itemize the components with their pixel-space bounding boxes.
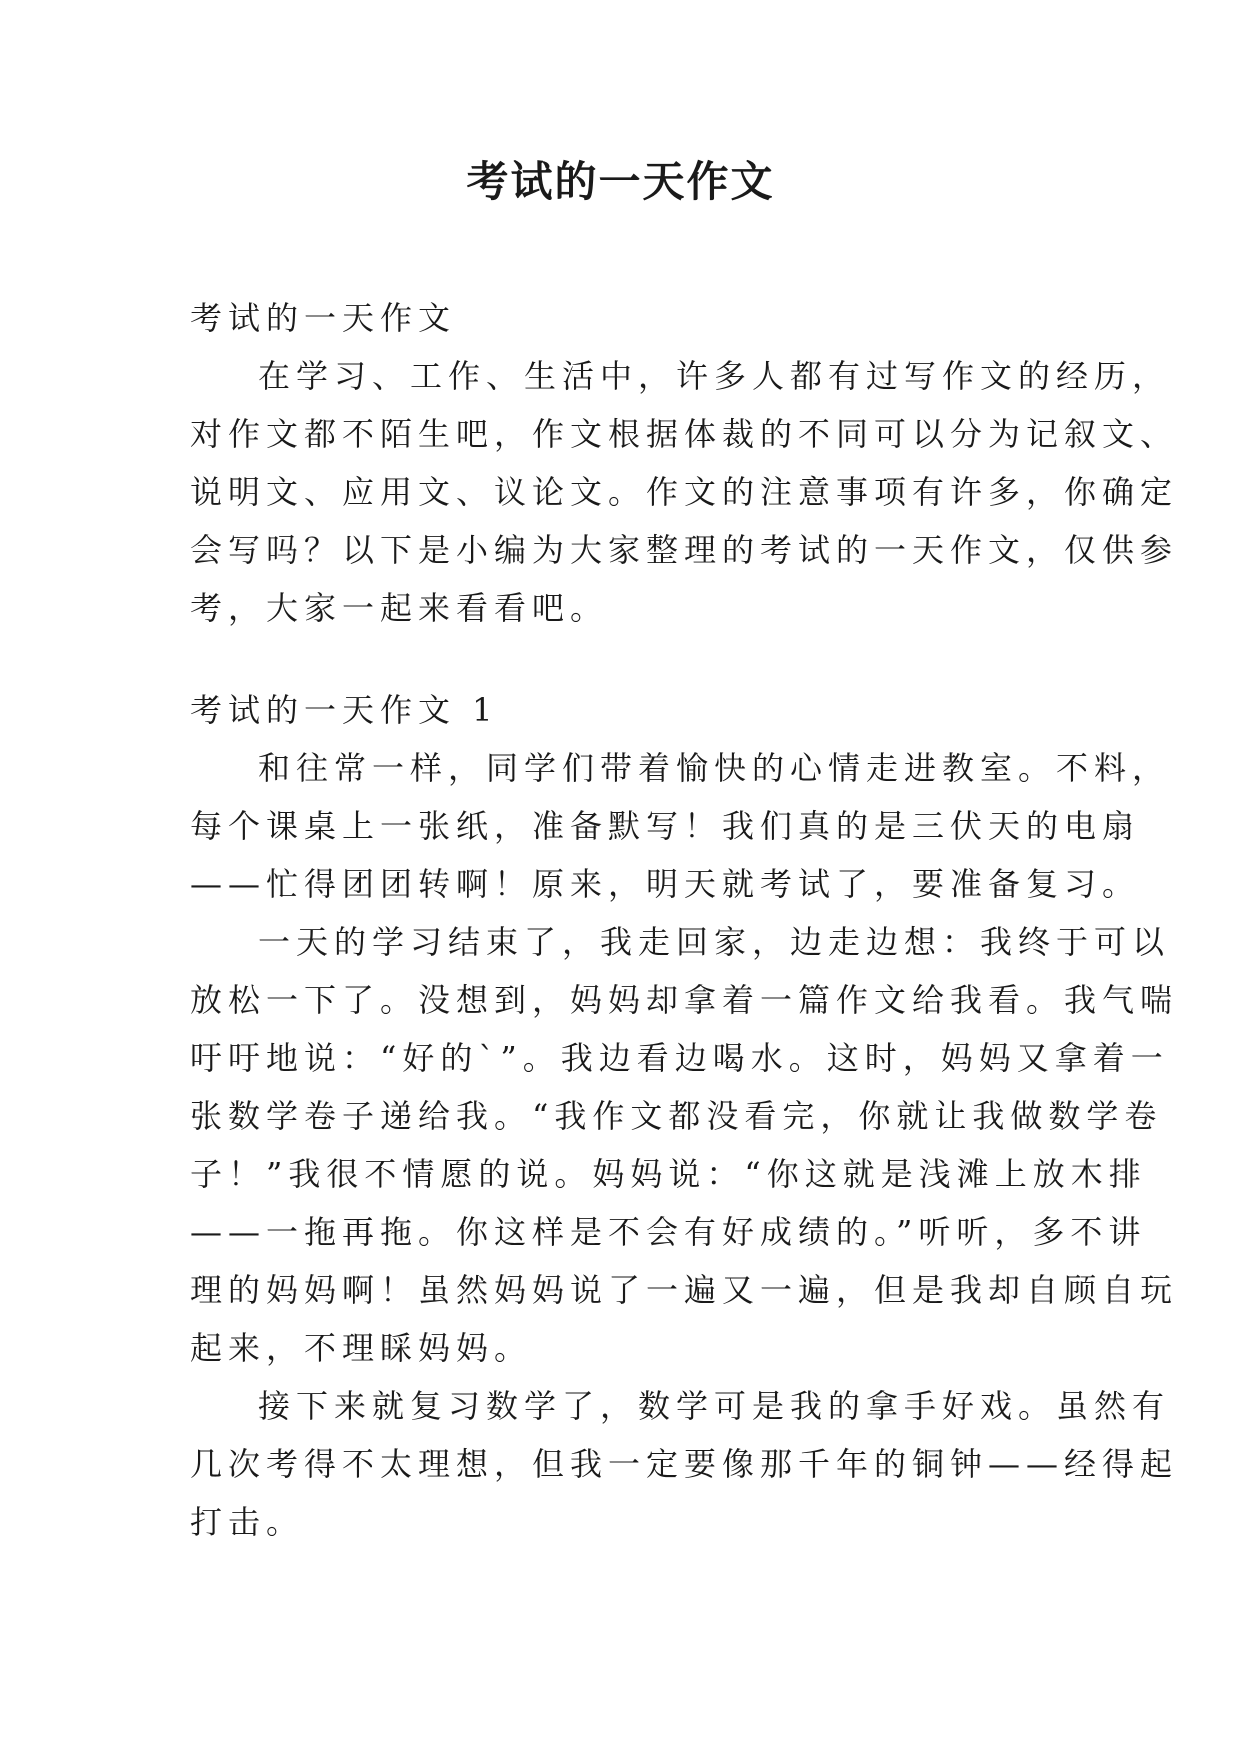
paragraph-line: ——忙得团团转啊！原来，明天就考试了，要准备复习。 xyxy=(190,865,1141,903)
essay1-paragraph-1 xyxy=(190,739,1171,913)
paragraph-line: 起来，不理睬妈妈。 xyxy=(190,1329,533,1367)
paragraph-line: 几次考得不太理想，但我一定要像那千年的铜钟——经得起 xyxy=(190,1445,1179,1483)
paragraph-line: 接下来就复习数学了，数学可是我的拿手好戏。虽然有 xyxy=(258,1387,1171,1425)
paragraph-line: 考，大家一起来看看吧。 xyxy=(190,589,609,627)
paragraph-line: 会写吗？以下是小编为大家整理的考试的一天作文，仅供参 xyxy=(190,531,1179,569)
document-body xyxy=(190,289,1179,1551)
paragraph-line: 和往常一样，同学们带着愉快的心情走进教室。不料， xyxy=(258,749,1171,787)
paragraph-line: 放松一下了。没想到，妈妈却拿着一篇作文给我看。我气喘 xyxy=(190,981,1179,1019)
paragraph-line: 每个课桌上一张纸，准备默写！我们真的是三伏天的电扇 xyxy=(190,807,1141,845)
essay1-paragraph-2 xyxy=(190,913,1179,1377)
intro-heading: 考试的一天作文 xyxy=(190,299,457,337)
paragraph-line: 打击。 xyxy=(190,1503,305,1541)
document-title: 考试的一天作文 xyxy=(466,157,775,206)
paragraph-line: ——一拖再拖。你这样是不会有好成绩的。”听听，多不讲 xyxy=(190,1213,1147,1251)
paragraph-line: 一天的学习结束了，我走回家，边走边想：我终于可以 xyxy=(258,923,1171,961)
essay1-heading: 考试的一天作文 1 xyxy=(190,691,499,729)
paragraph-line: 说明文、应用文、议论文。作文的注意事项有许多，你确定 xyxy=(190,473,1179,511)
paragraph-line: 吁吁地说：“好的`”。我边看边喝水。这时，妈妈又拿着一 xyxy=(190,1039,1169,1077)
section-gap xyxy=(190,637,1060,681)
paragraph-line: 张数学卷子递给我。“我作文都没看完，你就让我做数学卷 xyxy=(190,1097,1163,1135)
paragraph-line: 对作文都不陌生吧，作文根据体裁的不同可以分为记叙文、 xyxy=(190,415,1179,453)
paragraph-line: 理的妈妈啊！虽然妈妈说了一遍又一遍，但是我却自顾自玩 xyxy=(190,1271,1179,1309)
paragraph-line: 子！”我很不情愿的说。妈妈说：“你这就是浅滩上放木排 xyxy=(190,1155,1147,1193)
intro-paragraph xyxy=(190,347,1179,637)
paragraph-line: 在学习、工作、生活中，许多人都有过写作文的经历， xyxy=(258,357,1171,395)
essay1-paragraph-3 xyxy=(190,1377,1179,1551)
